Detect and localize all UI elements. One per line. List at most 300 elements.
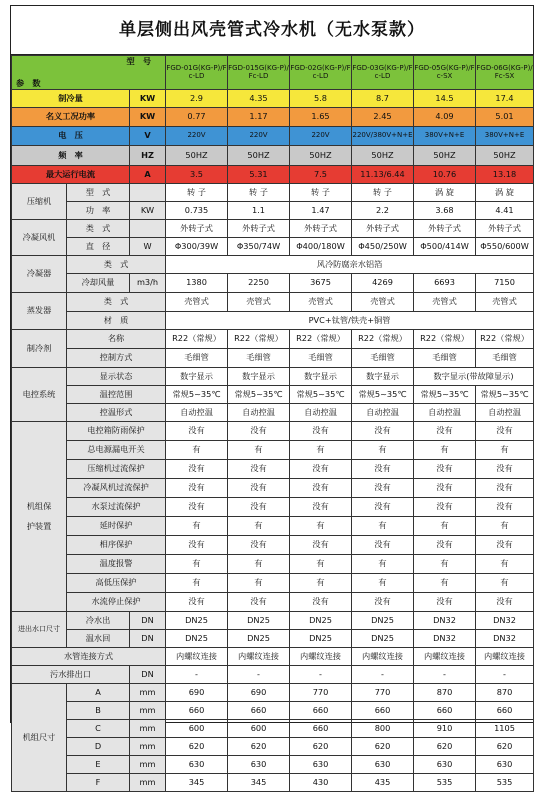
value-cell: 没有 <box>166 460 228 479</box>
row-label: 控温形式 <box>67 404 166 422</box>
row-label: 电 压 <box>12 127 130 146</box>
value-cell: 壳管式 <box>476 293 534 312</box>
value-cell: - <box>352 666 414 684</box>
value-cell: 有 <box>476 517 534 536</box>
value-cell: 5.01 <box>476 108 534 127</box>
value-cell: 620 <box>414 738 476 756</box>
value-cell: 660 <box>414 702 476 720</box>
value-cell: 壳管式 <box>290 293 352 312</box>
value-cell: 常规5~35℃ <box>476 386 534 404</box>
dimension-row <box>12 684 534 702</box>
dimension-row <box>12 774 534 792</box>
value-cell: 50HZ <box>228 146 290 166</box>
value-cell: 涡 旋 <box>476 184 534 202</box>
value-cell: 没有 <box>228 536 290 555</box>
value-cell: 7150 <box>476 274 534 293</box>
value-cell: 转 子 <box>352 184 414 202</box>
value-cell: 2.45 <box>352 108 414 127</box>
value-cell: 没有 <box>352 479 414 498</box>
value-cell: 600 <box>166 720 228 738</box>
value-cell: 没有 <box>352 460 414 479</box>
value-cell: 有 <box>476 441 534 460</box>
row-label: 水泵过流保护 <box>67 498 166 517</box>
value-cell: 有 <box>228 574 290 593</box>
value-cell: 没有 <box>352 536 414 555</box>
row-label: D <box>67 738 130 756</box>
value-cell: 1.65 <box>290 108 352 127</box>
value-cell: 50HZ <box>166 146 228 166</box>
value-cell: 50HZ <box>352 146 414 166</box>
row-label: 相序保护 <box>67 536 166 555</box>
evaporator-row <box>12 293 534 312</box>
value-cell: 630 <box>228 756 290 774</box>
value-cell: 没有 <box>414 593 476 612</box>
value-cell: 有 <box>414 555 476 574</box>
value-cell: 壳管式 <box>166 293 228 312</box>
value-cell: 有 <box>290 441 352 460</box>
value-cell: 630 <box>290 756 352 774</box>
value-cell: 没有 <box>414 498 476 517</box>
protection-row <box>12 555 534 574</box>
value-cell: 没有 <box>228 593 290 612</box>
value-cell: 435 <box>352 774 414 792</box>
unit-cell: mm <box>130 738 166 756</box>
value-cell: Φ350/74W <box>228 238 290 256</box>
spec-row <box>12 166 534 184</box>
merged-value-cell: PVC+钛管/铁壳+铜管 <box>166 312 534 330</box>
value-cell: 没有 <box>414 460 476 479</box>
value-cell: 770 <box>290 684 352 702</box>
value-cell: 620 <box>290 738 352 756</box>
row-label: 电控箱防雨保护 <box>67 422 166 441</box>
value-cell: 有 <box>228 555 290 574</box>
merged-value-cell: 数字显示(带故障显示) <box>414 368 534 386</box>
value-cell: 5.31 <box>228 166 290 184</box>
value-cell: 630 <box>414 756 476 774</box>
value-cell: DN25 <box>290 630 352 648</box>
value-cell: 有 <box>228 517 290 536</box>
unit-cell: HZ <box>130 146 166 166</box>
value-cell: 910 <box>414 720 476 738</box>
control-row <box>12 368 534 386</box>
value-cell: DN25 <box>166 630 228 648</box>
row-label: F <box>67 774 130 792</box>
value-cell: 220V/380V+N+E <box>352 127 414 146</box>
value-cell: 430 <box>290 774 352 792</box>
value-cell: 自动控温 <box>228 404 290 422</box>
value-cell: 800 <box>352 720 414 738</box>
protection-row <box>12 517 534 536</box>
value-cell: 有 <box>414 574 476 593</box>
protection-row <box>12 536 534 555</box>
value-cell: Φ550/600W <box>476 238 534 256</box>
value-cell: 2250 <box>228 274 290 293</box>
condenser-fan-row <box>12 238 534 256</box>
value-cell: 外转子式 <box>414 220 476 238</box>
protection-row <box>12 479 534 498</box>
protection-row <box>12 422 534 441</box>
value-cell: 没有 <box>290 593 352 612</box>
value-cell: 870 <box>476 684 534 702</box>
value-cell: 没有 <box>228 479 290 498</box>
water-port-row <box>12 630 534 648</box>
compressor-row <box>12 184 534 202</box>
value-cell: 690 <box>166 684 228 702</box>
value-cell: DN32 <box>476 630 534 648</box>
value-cell: 600 <box>228 720 290 738</box>
model-name-cell: FGD-015G(KG-P)/Fc-LD <box>228 56 290 90</box>
value-cell: 660 <box>290 702 352 720</box>
spec-table <box>11 55 534 792</box>
unit-cell: mm <box>130 774 166 792</box>
value-cell: 涡 旋 <box>414 184 476 202</box>
value-cell: 常规5~35℃ <box>166 386 228 404</box>
value-cell: DN32 <box>414 630 476 648</box>
value-cell: 有 <box>166 555 228 574</box>
value-cell: 4.35 <box>228 90 290 108</box>
value-cell: 内螺纹连接 <box>228 648 290 666</box>
value-cell: 没有 <box>352 498 414 517</box>
protection-row <box>12 593 534 612</box>
value-cell: 4269 <box>352 274 414 293</box>
value-cell: 常规5~35℃ <box>352 386 414 404</box>
value-cell: - <box>476 666 534 684</box>
value-cell: DN25 <box>352 612 414 630</box>
value-cell: 没有 <box>290 479 352 498</box>
model-name-cell: FGD-01G(KG-P)/Fc-LD <box>166 56 228 90</box>
value-cell: 自动控温 <box>476 404 534 422</box>
value-cell: 3.5 <box>166 166 228 184</box>
value-cell: 常规5~35℃ <box>414 386 476 404</box>
row-label: 最大运行电流 <box>12 166 130 184</box>
model-name-cell: FGD-02G(KG-P)/Fc-LD <box>290 56 352 90</box>
value-cell: 有 <box>166 517 228 536</box>
spec-row <box>12 108 534 127</box>
row-label: 压缩机过流保护 <box>67 460 166 479</box>
value-cell: 转 子 <box>290 184 352 202</box>
value-cell: 有 <box>352 441 414 460</box>
spec-row <box>12 127 534 146</box>
value-cell: 620 <box>228 738 290 756</box>
evaporator-row <box>12 312 534 330</box>
value-cell: - <box>228 666 290 684</box>
control-row <box>12 404 534 422</box>
header-row <box>12 56 534 90</box>
value-cell: 毛细管 <box>476 349 534 368</box>
dimension-row <box>12 720 534 738</box>
value-cell: 380V+N+E <box>476 127 534 146</box>
value-cell: 690 <box>228 684 290 702</box>
value-cell: 有 <box>290 555 352 574</box>
value-cell: DN25 <box>228 612 290 630</box>
row-label: 冷凝风机过流保护 <box>67 479 166 498</box>
row-label: 高低压保护 <box>67 574 166 593</box>
group-label: 冷凝风机 <box>12 220 67 256</box>
value-cell: 没有 <box>476 536 534 555</box>
value-cell: - <box>166 666 228 684</box>
unit-cell: m3/h <box>130 274 166 293</box>
value-cell: 50HZ <box>414 146 476 166</box>
value-cell: 有 <box>352 574 414 593</box>
row-label: 直 径 <box>67 238 130 256</box>
value-cell: DN25 <box>228 630 290 648</box>
value-cell: 有 <box>228 441 290 460</box>
model-param-header <box>12 56 166 90</box>
value-cell: R22（常规） <box>228 330 290 349</box>
value-cell: 有 <box>414 517 476 536</box>
spec-sheet <box>10 5 534 787</box>
value-cell: 壳管式 <box>414 293 476 312</box>
value-cell: 毛细管 <box>228 349 290 368</box>
row-label: 名义工况功率 <box>12 108 130 127</box>
group-label: 进出水口尺寸 <box>12 612 67 648</box>
value-cell: 220V <box>228 127 290 146</box>
value-cell: R22（常规） <box>290 330 352 349</box>
value-cell: 自动控温 <box>414 404 476 422</box>
group-label: 蒸发器 <box>12 293 67 330</box>
value-cell: 没有 <box>414 479 476 498</box>
value-cell: 620 <box>476 738 534 756</box>
value-cell: 13.18 <box>476 166 534 184</box>
value-cell: DN25 <box>290 612 352 630</box>
merged-value-cell: 风冷防腐亲水铝箔 <box>166 256 534 274</box>
value-cell: 14.5 <box>414 90 476 108</box>
unit-cell: KW <box>130 90 166 108</box>
value-cell: 11.13/6.44 <box>352 166 414 184</box>
value-cell: Φ500/414W <box>414 238 476 256</box>
value-cell: 770 <box>352 684 414 702</box>
value-cell: 2.2 <box>352 202 414 220</box>
unit-cell: mm <box>130 756 166 774</box>
refrigerant-row <box>12 349 534 368</box>
row-label: 延时保护 <box>67 517 166 536</box>
value-cell: 660 <box>166 702 228 720</box>
row-label: 控制方式 <box>67 349 166 368</box>
value-cell: 转 子 <box>166 184 228 202</box>
value-cell: 5.8 <box>290 90 352 108</box>
unit-cell: mm <box>130 702 166 720</box>
value-cell: 有 <box>166 574 228 593</box>
row-label: 水管连接方式 <box>12 648 166 666</box>
condenser-row <box>12 274 534 293</box>
value-cell: 没有 <box>166 536 228 555</box>
row-label: 类 式 <box>67 220 130 238</box>
unit-cell: mm <box>130 720 166 738</box>
spec-row <box>12 146 534 166</box>
value-cell: 没有 <box>476 593 534 612</box>
unit-cell: DN <box>130 630 166 648</box>
value-cell: 毛细管 <box>352 349 414 368</box>
value-cell: 常规5~35℃ <box>290 386 352 404</box>
value-cell: 0.77 <box>166 108 228 127</box>
value-cell: 没有 <box>290 536 352 555</box>
value-cell: 内螺纹连接 <box>166 648 228 666</box>
value-cell: 380V+N+E <box>414 127 476 146</box>
value-cell: 有 <box>352 517 414 536</box>
value-cell: 有 <box>166 441 228 460</box>
value-cell: Φ300/39W <box>166 238 228 256</box>
value-cell: 630 <box>166 756 228 774</box>
value-cell: 没有 <box>166 479 228 498</box>
value-cell: 内螺纹连接 <box>476 648 534 666</box>
value-cell: 50HZ <box>476 146 534 166</box>
protection-row <box>12 441 534 460</box>
control-row <box>12 386 534 404</box>
value-cell: 620 <box>352 738 414 756</box>
value-cell: 外转子式 <box>290 220 352 238</box>
value-cell: 660 <box>290 720 352 738</box>
value-cell: 没有 <box>414 422 476 441</box>
row-label: 型 式 <box>67 184 130 202</box>
model-name-cell: FGD-06G(KG-P)/Fc-SX <box>476 56 534 90</box>
refrigerant-row <box>12 330 534 349</box>
value-cell: 毛细管 <box>166 349 228 368</box>
protection-row <box>12 460 534 479</box>
value-cell: 1.47 <box>290 202 352 220</box>
row-label: 温水回 <box>67 630 130 648</box>
value-cell: R22（常规） <box>476 330 534 349</box>
value-cell: - <box>414 666 476 684</box>
unit-cell: KW <box>130 108 166 127</box>
row-label: 名称 <box>67 330 166 349</box>
value-cell: 没有 <box>352 422 414 441</box>
model-name-cell: FGD-05G(KG-P)/Fc-SX <box>414 56 476 90</box>
value-cell: 8.7 <box>352 90 414 108</box>
value-cell: DN25 <box>166 612 228 630</box>
value-cell: 7.5 <box>290 166 352 184</box>
row-label: 频 率 <box>12 146 130 166</box>
value-cell: DN25 <box>352 630 414 648</box>
row-label: 制冷量 <box>12 90 130 108</box>
value-cell: 毛细管 <box>414 349 476 368</box>
condenser-row <box>12 256 534 274</box>
row-label: 冷却风量 <box>67 274 130 293</box>
condenser-fan-row <box>12 220 534 238</box>
value-cell: 内螺纹连接 <box>352 648 414 666</box>
value-cell: 自动控温 <box>352 404 414 422</box>
value-cell: 17.4 <box>476 90 534 108</box>
value-cell: R22（常规） <box>414 330 476 349</box>
value-cell: 没有 <box>228 422 290 441</box>
dimension-row <box>12 702 534 720</box>
value-cell: 壳管式 <box>352 293 414 312</box>
value-cell: 有 <box>476 555 534 574</box>
model-name-cell: FGD-03G(KG-P)/Fc-LD <box>352 56 414 90</box>
value-cell: 1.17 <box>228 108 290 127</box>
value-cell: 1380 <box>166 274 228 293</box>
value-cell: 630 <box>352 756 414 774</box>
value-cell: 外转子式 <box>166 220 228 238</box>
unit-cell: W <box>130 238 166 256</box>
value-cell: 630 <box>476 756 534 774</box>
group-label <box>12 422 67 612</box>
value-cell: - <box>290 666 352 684</box>
value-cell: 数字显示 <box>352 368 414 386</box>
row-label: B <box>67 702 130 720</box>
value-cell: 3.68 <box>414 202 476 220</box>
row-label: A <box>67 684 130 702</box>
value-cell: 1.1 <box>228 202 290 220</box>
value-cell: 没有 <box>166 593 228 612</box>
value-cell: 外转子式 <box>352 220 414 238</box>
value-cell: DN32 <box>476 612 534 630</box>
unit-cell: KW <box>130 202 166 220</box>
value-cell: Φ450/250W <box>352 238 414 256</box>
pipe-row <box>12 648 534 666</box>
group-label: 制冷剂 <box>12 330 67 368</box>
value-cell: 有 <box>414 441 476 460</box>
protection-row <box>12 574 534 593</box>
row-label: 类 式 <box>67 293 166 312</box>
value-cell: 没有 <box>290 498 352 517</box>
value-cell: 没有 <box>228 460 290 479</box>
value-cell: 4.41 <box>476 202 534 220</box>
value-cell: Φ400/180W <box>290 238 352 256</box>
value-cell: 6693 <box>414 274 476 293</box>
group-label: 电控系统 <box>12 368 67 422</box>
value-cell: 660 <box>476 702 534 720</box>
value-cell: 660 <box>228 702 290 720</box>
value-cell: 没有 <box>290 422 352 441</box>
value-cell: 870 <box>414 684 476 702</box>
row-label: 污水排出口 <box>12 666 130 684</box>
value-cell: 外转子式 <box>476 220 534 238</box>
value-cell: 660 <box>352 702 414 720</box>
row-label: E <box>67 756 130 774</box>
unit-cell: DN <box>130 612 166 630</box>
value-cell: 数字显示 <box>290 368 352 386</box>
dimension-row <box>12 756 534 774</box>
spec-row <box>12 90 534 108</box>
value-cell: 220V <box>166 127 228 146</box>
unit-cell: mm <box>130 684 166 702</box>
value-cell: DN32 <box>414 612 476 630</box>
model-label: 型 号 <box>126 56 152 66</box>
value-cell: 没有 <box>414 536 476 555</box>
value-cell: 有 <box>290 517 352 536</box>
param-label: 参 数 <box>16 77 41 88</box>
value-cell: 自动控温 <box>290 404 352 422</box>
value-cell: 10.76 <box>414 166 476 184</box>
value-cell: 数字显示 <box>228 368 290 386</box>
value-cell: 内螺纹连接 <box>414 648 476 666</box>
unit-cell <box>130 220 166 238</box>
value-cell: 50HZ <box>290 146 352 166</box>
value-cell: 没有 <box>476 422 534 441</box>
value-cell: 转 子 <box>228 184 290 202</box>
value-cell: 内螺纹连接 <box>290 648 352 666</box>
value-cell: 345 <box>228 774 290 792</box>
value-cell: 没有 <box>476 479 534 498</box>
group-label: 机组尺寸 <box>12 684 67 792</box>
value-cell: 620 <box>166 738 228 756</box>
value-cell: 没有 <box>166 422 228 441</box>
row-label: 功 率 <box>67 202 130 220</box>
value-cell: 没有 <box>476 498 534 517</box>
value-cell: 没有 <box>166 498 228 517</box>
dimension-row <box>12 738 534 756</box>
value-cell: 没有 <box>476 460 534 479</box>
value-cell: 345 <box>166 774 228 792</box>
row-label: 材 质 <box>67 312 166 330</box>
row-label: 水流停止保护 <box>67 593 166 612</box>
unit-cell: DN <box>130 666 166 684</box>
value-cell: 220V <box>290 127 352 146</box>
value-cell: R22（常规） <box>166 330 228 349</box>
row-label: 类 式 <box>67 256 166 274</box>
drain-row <box>12 666 534 684</box>
value-cell: 没有 <box>352 593 414 612</box>
